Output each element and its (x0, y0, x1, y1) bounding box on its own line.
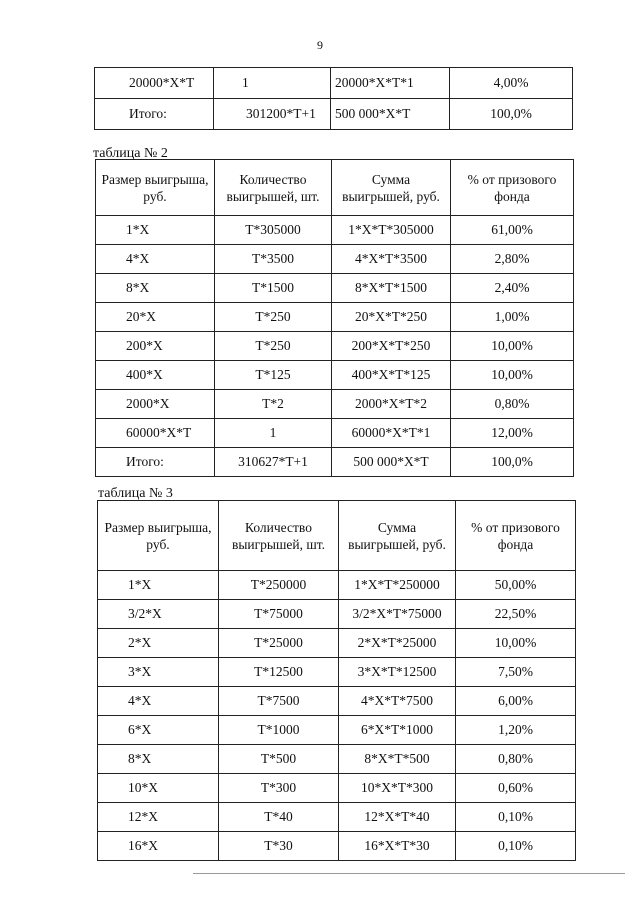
prize-sum-cell: 2000*X*T*2 (332, 390, 451, 419)
prize-percent-cell: 0,80% (451, 390, 574, 419)
table-row (98, 716, 576, 745)
table-total-row (95, 99, 573, 130)
prize-sum-cell: 400*X*T*125 (332, 361, 451, 390)
table-row (98, 658, 576, 687)
prize-table-1-continuation (94, 67, 573, 130)
table-row (96, 274, 574, 303)
prize-percent-cell: 10,00% (451, 361, 574, 390)
prize-count-cell: T*300 (219, 774, 339, 803)
total-percent-cell: 100,0% (451, 448, 574, 477)
table-row (98, 687, 576, 716)
table-row (96, 332, 574, 361)
prize-sum-cell: 1*X*T*250000 (339, 571, 456, 600)
table-total-row (96, 448, 574, 477)
table-header-row (98, 501, 576, 571)
prize-sum-cell: 10*X*T*300 (339, 774, 456, 803)
page-number: 9 (317, 38, 323, 52)
prize-sum-cell: 60000*X*T*1 (332, 419, 451, 448)
table-row (98, 774, 576, 803)
header-prize-sum: Сумма выигрышей, руб. (339, 501, 456, 571)
table-row (98, 745, 576, 774)
header-prize-count: Количество выигрышей, шт. (215, 160, 332, 216)
prize-count-cell: T*250000 (219, 571, 339, 600)
prize-size-cell: 3*X (98, 658, 219, 687)
prize-percent-cell: 6,00% (456, 687, 576, 716)
prize-sum-cell: 8*X*T*1500 (332, 274, 451, 303)
prize-percent-cell: 1,00% (451, 303, 574, 332)
total-sum-cell: 500 000*X*T (331, 99, 450, 130)
prize-count-cell: T*1500 (215, 274, 332, 303)
header-prize-size: Размер выигрыша, руб. (98, 501, 219, 571)
prize-size-cell: 3/2*X (98, 600, 219, 629)
prize-size-cell: 400*X (96, 361, 215, 390)
header-prize-sum: Сумма выигрышей, руб. (332, 160, 451, 216)
prize-percent-cell: 10,00% (451, 332, 574, 361)
prize-percent-cell: 12,00% (451, 419, 574, 448)
prize-count-cell: T*30 (219, 832, 339, 861)
prize-sum-cell: 3/2*X*T*75000 (339, 600, 456, 629)
prize-sum-cell: 20000*X*T*1 (331, 68, 450, 99)
prize-count-cell: T*25000 (219, 629, 339, 658)
prize-size-cell: 2*X (98, 629, 219, 658)
prize-count-cell: T*500 (219, 745, 339, 774)
prize-size-cell: 12*X (98, 803, 219, 832)
table-2-caption: таблица № 2 (93, 146, 168, 161)
table-row (96, 303, 574, 332)
prize-count-cell: T*12500 (219, 658, 339, 687)
table-row (98, 600, 576, 629)
table-header-row (96, 160, 574, 216)
prize-sum-cell: 12*X*T*40 (339, 803, 456, 832)
prize-count-cell: T*1000 (219, 716, 339, 745)
prize-percent-cell: 61,00% (451, 216, 574, 245)
table-row (98, 832, 576, 861)
prize-size-cell: 20000*X*T (95, 68, 214, 99)
prize-count-cell: T*3500 (215, 245, 332, 274)
table-row (95, 68, 573, 99)
prize-size-cell: 4*X (96, 245, 215, 274)
table-row (98, 629, 576, 658)
table-row (98, 571, 576, 600)
table-row (96, 361, 574, 390)
prize-size-cell: 10*X (98, 774, 219, 803)
prize-size-cell: 16*X (98, 832, 219, 861)
prize-count-cell: T*305000 (215, 216, 332, 245)
prize-sum-cell: 4*X*T*3500 (332, 245, 451, 274)
prize-size-cell: 20*X (96, 303, 215, 332)
prize-size-cell: 1*X (98, 571, 219, 600)
prize-percent-cell: 0,60% (456, 774, 576, 803)
prize-size-cell: 60000*X*T (96, 419, 215, 448)
total-sum-cell: 500 000*X*T (332, 448, 451, 477)
prize-size-cell: 8*X (96, 274, 215, 303)
prize-sum-cell: 6*X*T*1000 (339, 716, 456, 745)
prize-percent-cell: 0,10% (456, 832, 576, 861)
total-label-cell: Итого: (95, 99, 214, 130)
prize-size-cell: 6*X (98, 716, 219, 745)
prize-percent-cell: 4,00% (450, 68, 573, 99)
table-row (96, 216, 574, 245)
prize-percent-cell: 1,20% (456, 716, 576, 745)
prize-sum-cell: 200*X*T*250 (332, 332, 451, 361)
prize-size-cell: 8*X (98, 745, 219, 774)
prize-percent-cell: 7,50% (456, 658, 576, 687)
table-3-caption: таблица № 3 (98, 486, 173, 501)
prize-percent-cell: 22,50% (456, 600, 576, 629)
prize-count-cell: T*2 (215, 390, 332, 419)
page-bottom-divider (193, 873, 625, 874)
prize-count-cell: T*250 (215, 303, 332, 332)
prize-count-cell: 1 (215, 419, 332, 448)
prize-percent-cell: 0,10% (456, 803, 576, 832)
prize-sum-cell: 2*X*T*25000 (339, 629, 456, 658)
table-row (98, 803, 576, 832)
prize-size-cell: 200*X (96, 332, 215, 361)
table-row (96, 245, 574, 274)
prize-sum-cell: 8*X*T*500 (339, 745, 456, 774)
prize-size-cell: 1*X (96, 216, 215, 245)
prize-sum-cell: 4*X*T*7500 (339, 687, 456, 716)
prize-count-cell: T*125 (215, 361, 332, 390)
prize-sum-cell: 16*X*T*30 (339, 832, 456, 861)
total-percent-cell: 100,0% (450, 99, 573, 130)
table-row (96, 419, 574, 448)
prize-percent-cell: 2,80% (451, 245, 574, 274)
prize-count-cell: 1 (214, 68, 331, 99)
prize-percent-cell: 10,00% (456, 629, 576, 658)
header-prize-percent: % от призового фонда (456, 501, 576, 571)
prize-size-cell: 2000*X (96, 390, 215, 419)
prize-count-cell: T*7500 (219, 687, 339, 716)
prize-percent-cell: 2,40% (451, 274, 574, 303)
prize-sum-cell: 20*X*T*250 (332, 303, 451, 332)
prize-percent-cell: 50,00% (456, 571, 576, 600)
total-label-cell: Итого: (96, 448, 215, 477)
total-count-cell: 310627*T+1 (215, 448, 332, 477)
total-count-cell: 301200*T+1 (214, 99, 331, 130)
prize-percent-cell: 0,80% (456, 745, 576, 774)
prize-size-cell: 4*X (98, 687, 219, 716)
prize-count-cell: T*250 (215, 332, 332, 361)
prize-sum-cell: 3*X*T*12500 (339, 658, 456, 687)
header-prize-size: Размер выигрыша, руб. (96, 160, 215, 216)
prize-table-2 (95, 159, 574, 477)
prize-count-cell: T*75000 (219, 600, 339, 629)
prize-sum-cell: 1*X*T*305000 (332, 216, 451, 245)
prize-count-cell: T*40 (219, 803, 339, 832)
header-prize-count: Количество выигрышей, шт. (219, 501, 339, 571)
prize-table-3 (97, 500, 576, 861)
table-row (96, 390, 574, 419)
header-prize-percent: % от призового фонда (451, 160, 574, 216)
